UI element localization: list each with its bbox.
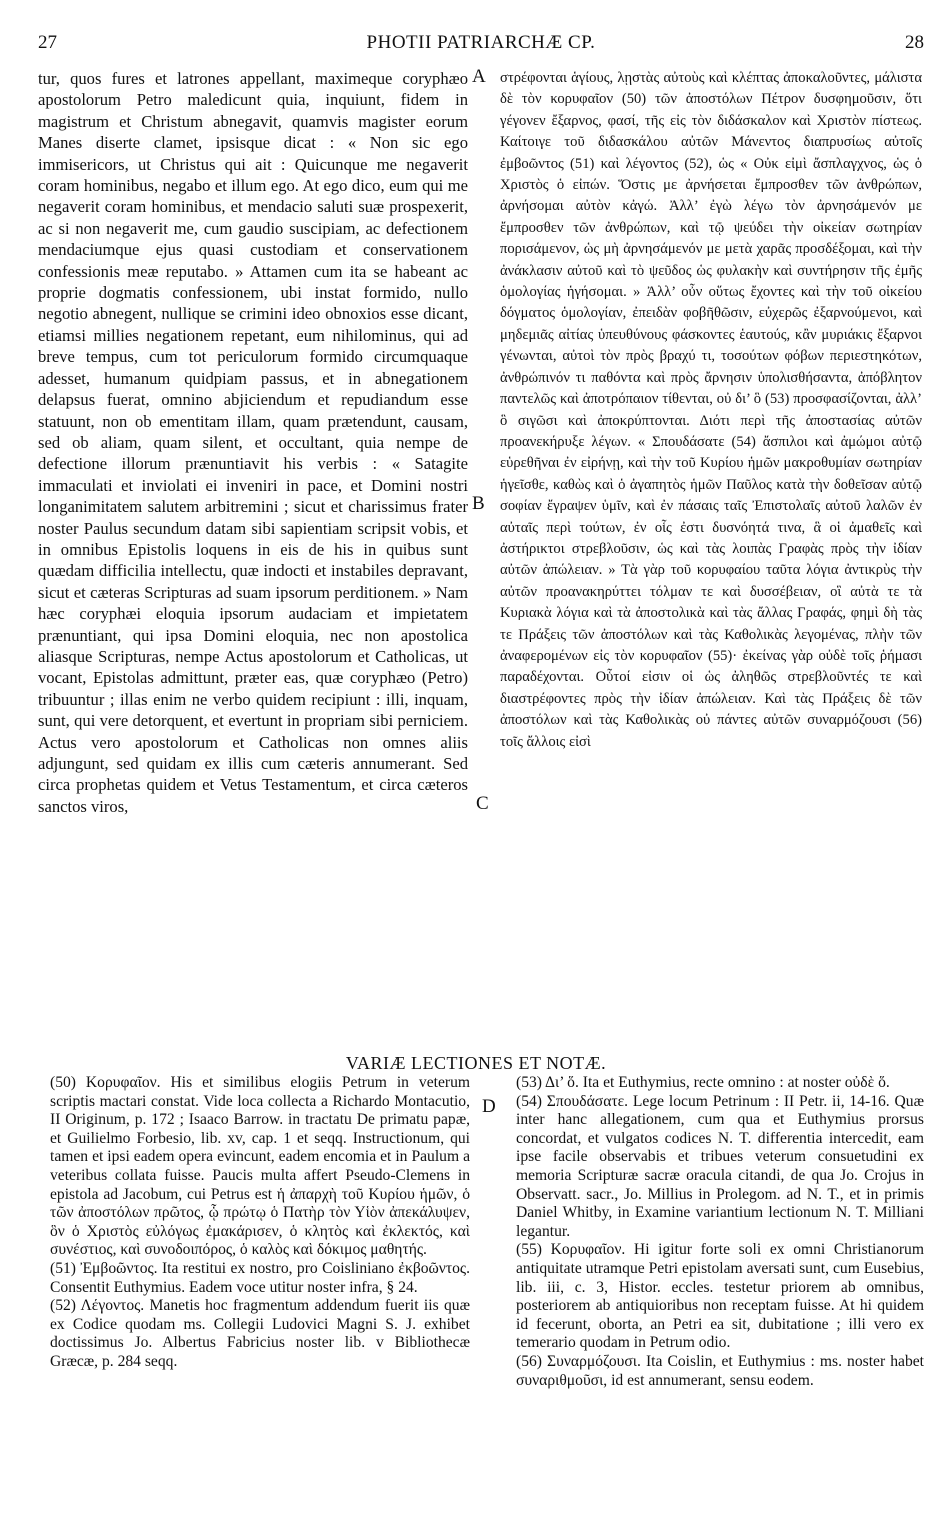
margin-marker-a: A <box>472 66 486 87</box>
notes-heading: VARIÆ LECTIONES ET NOTÆ. <box>345 1053 607 1073</box>
margin-marker-d: D <box>482 1096 496 1117</box>
latin-column: tur, quos fures et latrones appellant, maximeque coryphæo apostolorum Petro maledicunt quia, inquiunt, fidem in magistrum et Christum abnegavit, quamvis magister eorum Manes diserte clamet, ipsisque dicat : « Non sic ego immisericors, ut Christus qui ait : Quicunque me negaverit coram hominibus, negabo et illum ego. At ego dico, eum qui me negaverit coram hominibus, et mendacio saluti suæ prospexerit, ac si non negaverit me, cum gaudio suscipiam, ac defectionem mendaciumque ejus quasi custodiam et conservationem confessionis meæ reputabo. » Attamen cum ita se habeant ac proprie dogmatis confessionem, ubi instat formido, nullo negotio abnegent, nullique se crimini ideo obnoxios esse dicant, etiamsi millies negationem repetant, eum nihilominus, qui ad breve tempus, cum tot periculorum formido circumquaque adesset, humanum quidpiam passus, et in abnegationem delapsus fuerat, omnino abjiciendum et repudiandum esse statuunt, non ob ementitam illam, quam prætendunt, causam, sed ob aliam, quam silent, et occultant, quia nempe de defectione illorum prænuntiavit his verbis : « Satagite immaculati et inviolati ei inveniri in pace, et Domini nostri longanimitatem salutem arbitremini ; sicut et charissimus frater noster Paulus secundum datam sibi sapientiam scripsit vobis, et in omnibus Epistolis loquens in eis de his in quibus sunt quædam difficilia intellectu, quæ indocti et instabiles depravant, sicut et cæteras Scripturas ad suam ipsorum perditionem. » Nam hæc coryphæi eloquia ipsorum audaciam et impietatem prænuntiant, qui ipsa Domini eloquia, nec non apostolica aliasque Scripturas, nempe Actus apostolorum et Catholicas, ut vocant, Epistolas admittunt, præter eas, quæ coryphæo (Petro) tribuuntur ; illas enim ne verbo quidem recipiunt : illi, inquam, sunt, qui vere detorquent, et evertunt in propriam sibi perniciem. Actus vero apostolorum et Catholicas non omnes aliis adjungunt, sed quidam ex illis cum cæteris annumerant. Sed circa prophetas quidem et Vetus Testamentum, et circa cæteros sanctos viros, <box>38 69 468 816</box>
margin-marker-c: C <box>476 793 489 814</box>
margin-marker-b: B <box>472 493 485 514</box>
page-number-left: 27 <box>38 32 57 53</box>
note-56: (56) Συναρμόζουσι. Ita Coislin, et Euthymius : ms. noster habet συναριθμοῦσι, id est annumerant, sensu eodem. <box>516 1352 924 1389</box>
notes-right-column <box>516 1074 924 1390</box>
note-51: (51) Ἐμβοῶντος. Ita restitui ex nostro, pro Coisliniano ἐκβοῶντος. Consentit Euthymius. Eadem voce utitur noster infra, § 24. <box>50 1259 470 1296</box>
page-number-right: 28 <box>905 32 924 53</box>
note-50: (50) Κορυφαῖον. His et similibus elogiis Petrum in veterum scriptis mactari constat. Vide loca collecta a Richardo Montacutio, II Originum, p. 172 ; Isaaco Barrow. in tractatu De primatu papæ, et Guilielmo Forbesio, lib. xv, cap. 1 et seqq. Instructionum, qui tamen et ipsi eadem opera evincunt, eadem encomia et in Paulum a veteribus collata fuisse. Paucis multa affert Pseudo-Clemens in epistola ad Jacobum, cui Petrus est ἡ ἀπαρχὴ τοῦ Κυρίου ἡμῶν, ὁ τῶν ἀποστόλων πρῶτος, ᾧ πρώτῳ ὁ Πατὴρ τὸν Υἱὸν ἀπεκάλυψεν, ὃν ὁ Χριστὸς εὐλόγως ἐμακάρισεν, ὁ κλητὸς καὶ ἐκλεκτός, καὶ συνέστιος, καὶ συνοδοιπόρος, ὁ καλὸς καὶ δόκιμος μαθητής. <box>50 1074 470 1259</box>
note-53: (53) Δι’ ὅ. Ita et Euthymius, recte omnino : at noster οὐδὲ ὅ. <box>516 1074 890 1091</box>
note-54: (54) Σπουδάσατε. Lege locum Petrinum : II Petr. ii, 14-16. Quæ inter hanc allegationem, cum qua et Euthymius prorsus concordat, et vulgatos codices N. T. differentia intercedit, eam ipse facile observabis et tribues veterum consuetudini ex memoria Scripturæ sacræ oracula citandi, de qua Jo. Crojus in Observatt. sacr., Jo. Millius in Prolegom. ad N. T., et in primis Daniel Whitby, in Examine variantium lectionum N. T. Milliani legantur. <box>516 1092 924 1240</box>
notes-left-column <box>50 1074 470 1372</box>
running-header <box>38 32 924 58</box>
greek-column: στρέφονται ἁγίους, λῃστὰς αὐτοὺς καὶ κλέπτας ἀποκαλοῦντες, μάλιστα δὲ τὸν κορυφαῖον (50) τῶν ἀποστόλων Πέτρον δυσφημοῦσιν, ὅτι γέγονεν ἔξαρνος, φασί, τῆς εἰς τὸν διδάσκαλον καὶ Χριστὸν πίστεως. Καίτοιγε τοῦ διδασκάλου αὐτῶν Μάνεντος διαπρυσίως αὐτοῖς ἐμβοῶντος (51) καὶ λέγοντος (52), ὡς « Οὐκ εἰμὶ ἄσπλαγχνος, ὡς ὁ Χριστὸς ὁ εἰπών. Ὅστις με ἀρνήσεται ἔμπροσθεν τῶν ἀνθρώπων, ἀρνήσομαι αὐτὸν κἀγώ. Ἀλλ’ ἐγὼ λέγω τὸν ἀρνησάμενόν με ἔμπροσθεν τῶν ἀνθρώπων, καὶ τῷ ψεύδει τὴν οἰκείαν σωτηρίαν πορισάμενον, ὡς μὴ ἀρνησάμενόν με μετὰ χαρᾶς προσδέξομαι, καὶ τὴν ἀνάκλασιν αὐτοῦ καὶ τὸ ψεῦδος ὡς φυλακὴν καὶ συντήρησιν τῆς ἐμῆς ὁμολογίας ἡγήσομαι. » Ἀλλ’ οὖν οὕτως ἔχοντες καὶ τὴν τοῦ οἰκείου δόγματος ὁμολογίαν, ἐπειδὰν φοβῆθῶσιν, εὐχερῶς ἐξαρνούμενοι, καὶ μηδεμιᾶς αἰτίας ὑπευθύνους φάσκοντες ἑαυτούς, κἂν μυριάκις ἔξαρνοι γένωνται, αὐτοὶ τὸν πρὸς βραχύ τι, τοσούτων φόβων περιεστηκότων, ἀνθρώπινόν τι παθόντα καὶ πρὸς ἄρνησιν ὑπολισθήσαντα, ἀπόβλητον παντελῶς καὶ ἀποτρόπαιον τίθενται, οὐ δι’ ὃ (53) προσφασίζονται, ἀλλ’ ὃ σιγῶσι καὶ ἀποκρύπτονται. Διότι περὶ τῆς ἀποστασίας αὐτῶν προανεκήρυξε λέγων. « Σπουδάσατε (54) ἄσπιλοι καὶ ἀμώμοι αὐτῷ εὑρεθῆναι ἐν εἰρήνῃ, καὶ τὴν τοῦ Κυρίου ἡμῶν μακροθυμίαν σωτηρίαν ἡγεῖσθε, καθὼς καὶ ὁ ἀγαπητὸς ἡμῶν Παῦλος κατὰ τὴν δοθεῖσαν αὐτῷ σοφίαν ἔγραψεν ὑμῖν, καὶ ἐν πάσαις ταῖς Ἐπιστολαῖς αὐτοῦ λαλῶν ἐν αὐταῖς περὶ τούτων, ἐν οἷς ἐστι δυσνόητά τινα, ἃ οἱ ἀμαθεῖς καὶ ἀστήρικτοι στρεβλοῦσιν, ὡς καὶ τὰς λοιπὰς Γραφὰς πρὸς τὴν ἰδίαν αὐτῶν ἀπώλειαν. » Τὰ γὰρ τοῦ κορυφαίου ταῦτα λόγια ἀντικρὺς τὴν αὐτῶν προανακηρύττει τόλμαν τε καὶ δυσσέβειαν, οἳ αὐτὰ τε τὰ Κυριακὰ λόγια καὶ τὰ ἀποστολικὰ καὶ τὰς ἄλλας Γραφάς, φημὶ δὴ τὰς τε Πράξεις τῶν ἀποστόλων καὶ τὰς Καθολικὰς λεγομένας, πλὴν τῶν ἀναφερομένων εἰς τὸν κορυφαῖον (55)· ἐκείνας γὰρ οὐδὲ τοῖς ῥήμασι παραδέχονται. Οὗτοί εἰσιν οἱ ὡς ἀληθῶς στρεβλοῦντές τε καὶ διαστρέφοντες πρὸς τὴν ἰδίαν ἀπώλειαν. Καὶ τὰς Πράξεις δὲ τῶν ἀποστόλων καὶ τὰς Καθολικὰς οὐ πάντες αὐτῶν συναρμόζουσι (56) τοῖς ἄλλοις εἰσὶ <box>500 70 922 750</box>
note-52: (52) Λέγοντος. Manetis hoc fragmentum addendum fuerit iis quæ ex Codice quodam ms. Collegii Ludovici Magni S. J. exhibet doctissimus Jo. Albertus Fabricius noster lib. v Bibliothecæ Græcæ, p. 284 seqq. <box>50 1297 470 1370</box>
note-55: (55) Κορυφαῖον. Hi igitur forte soli ex omni Christianorum antiquitate utramque Petri epistolam aversati sunt, cum Eusebius, lib. iii, c. 3, Histor. eccles. testetur priorem ab omnibus, posteriorem ab antiquioribus non receptam fuisse. At hi quidem id fecerunt, oborta, an Petri ea sit, dubitatione ; illi vero ex temerario quodam in Petrum odio. <box>516 1241 924 1352</box>
running-title: PHOTII PATRIARCHÆ CP. <box>366 32 596 53</box>
